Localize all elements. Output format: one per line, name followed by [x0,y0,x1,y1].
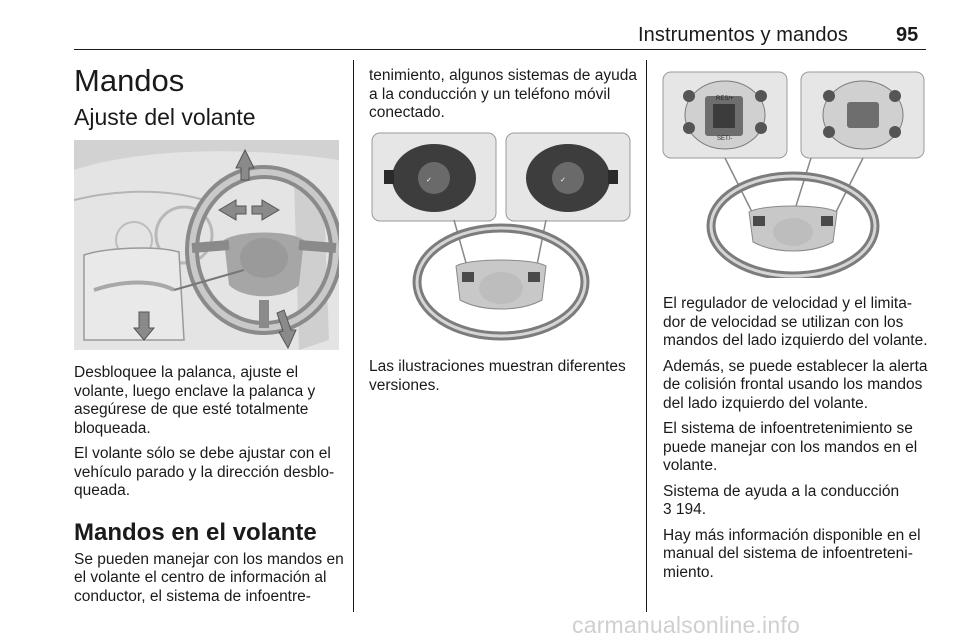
steering-controls-drawing-b [661,66,926,278]
column-divider-right [646,60,647,612]
watermark: carmanualsonline.info [572,612,800,638]
column-3-body [663,295,929,589]
steering-adjust-drawing [74,140,339,350]
res-label: RES/+ [716,96,734,102]
caption: Las ilustraciones muestran diferentes versiones. [369,358,626,394]
paragraph-with-reference [663,483,929,520]
page-number: 95 [896,24,919,46]
header-rule [74,49,926,50]
svg-text:✓: ✓ [426,177,432,184]
paragraph: El volante sólo se debe ajustar con el vehículo parado y la dirección desblo-queada. [74,445,335,499]
reference-text: Sistema de ayuda a la conducción [663,482,900,500]
paragraph: tenimiento, algunos sistemas de ayuda a la conducción y un teléfono móvil conectado. [369,67,637,121]
steering-controls-illustration-b [661,66,926,278]
svg-text:✓: ✓ [560,177,566,184]
subsection-heading: Ajuste del volante [74,104,256,130]
section-heading: Mandos [74,63,185,98]
steering-controls-illustration-a [370,130,632,345]
paragraph: El sistema de infoentretenimiento se puede manejar con los mandos en el volante. [663,420,918,474]
paragraph: Se pueden manejar con los mandos en el volante el centro de información al conductor, el sistema de infoentre- [74,550,344,605]
column-divider-left [353,60,354,612]
running-header-title: Instrumentos y mandos [638,24,848,46]
paragraph: Desbloquee la palanca, ajuste el volante, luego enclave la palanca y asegúrese de que esté totalmente bloqueada. [74,364,316,437]
paragraph: El regulador de velocidad y el limita-dor de velocidad se utilizan con los mandos del lado izquierdo del volante. [663,295,928,349]
steering-adjust-illustration [74,140,339,350]
set-label: SET/- [717,136,733,142]
section-heading-controls: Mandos en el volante [74,518,317,546]
page-reference-link[interactable]: 3 194. [663,501,707,518]
column-2-body [369,358,637,402]
steering-controls-drawing-a [370,130,632,345]
column-1-top [74,64,346,130]
paragraph: Hay más información disponible en el manual del sistema de infoentreteni-miento. [663,526,921,581]
paragraph: Además, se puede establecer la alerta de colisión frontal usando los mandos del lado izquierdo del volante. [663,357,928,412]
column-2-top [369,67,637,130]
column-1-body [74,364,346,613]
